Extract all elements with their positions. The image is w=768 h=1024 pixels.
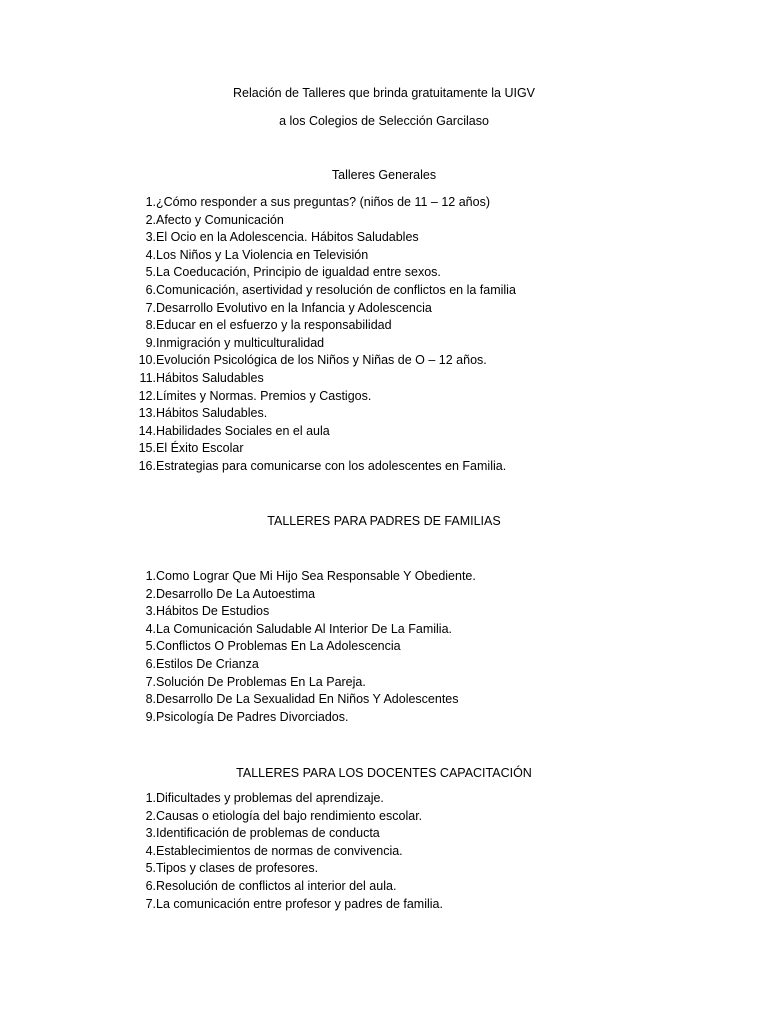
list-item	[128, 335, 325, 353]
list-item-number: 11.	[139, 370, 156, 385]
document-title-line-2: a los Colegios de Selección Garcilaso	[279, 114, 489, 128]
list-item-text: ¿Cómo responder a sus preguntas? (niños de 11 – 12 años)	[156, 195, 490, 209]
list-item-number: 5.	[145, 639, 156, 654]
list-item	[128, 458, 507, 476]
list-item	[128, 843, 403, 861]
list-item	[128, 860, 319, 878]
list-item	[128, 212, 284, 230]
list-item-number: 4.	[145, 247, 156, 262]
list-item	[128, 229, 419, 247]
list-item	[128, 621, 452, 639]
list-item-text: Conflictos O Problemas En La Adolescencia	[156, 639, 401, 654]
list-item	[128, 656, 259, 674]
section-heading-teachers: TALLERES PARA LOS DOCENTES CAPACITACIÓN	[236, 766, 532, 780]
list-item-number: 7.	[145, 674, 156, 689]
list-item	[128, 691, 459, 709]
list-item-text: Hábitos De Estudios	[156, 604, 270, 619]
list-item	[128, 586, 316, 604]
parents-workshops-list	[128, 568, 476, 726]
list-item-text: Establecimientos de normas de convivencia.	[156, 843, 403, 858]
list-item-text: La Comunicación Saludable Al Interior De La Familia.	[156, 621, 452, 636]
list-item-text: El Éxito Escolar	[156, 441, 244, 456]
list-item-text: Habilidades Sociales en el aula	[156, 423, 330, 438]
list-item	[128, 300, 432, 318]
list-item	[128, 405, 268, 423]
list-item-number: 8.	[145, 318, 156, 333]
list-item-text: Tipos y clases de profesores.	[156, 861, 319, 876]
list-item-number: 16.	[138, 458, 156, 473]
list-item	[128, 603, 270, 621]
list-item-text: Desarrollo De La Autoestima	[156, 586, 316, 601]
list-item-number: 1.	[145, 195, 156, 209]
list-item-text: Límites y Normas. Premios y Castigos.	[156, 388, 372, 403]
list-item-number: 6.	[145, 656, 156, 671]
list-item	[128, 674, 366, 692]
section-heading-parents: TALLERES PARA PADRES DE FAMILIAS	[267, 514, 501, 528]
list-item-text: El Ocio en la Adolescencia. Hábitos Saludables	[156, 230, 419, 245]
list-item-text: La comunicación entre profesor y padres de familia.	[156, 896, 443, 911]
list-item-number: 15.	[138, 441, 156, 456]
list-item-number: 2.	[145, 212, 156, 227]
list-item	[128, 638, 401, 656]
list-item-text: Hábitos Saludables	[156, 370, 264, 385]
list-item-text: Desarrollo De La Sexualidad En Niños Y Adolescentes	[156, 692, 459, 707]
list-item-number: 7.	[145, 896, 156, 911]
list-item-number: 2.	[145, 586, 156, 601]
list-item	[128, 264, 441, 282]
list-item-number: 1.	[145, 791, 156, 805]
general-workshops-list	[128, 194, 516, 476]
list-item-number: 5.	[145, 265, 156, 280]
document-title-line-1: Relación de Talleres que brinda gratuitamente la UIGV	[232, 86, 536, 100]
list-item-text: La Coeducación, Principio de igualdad entre sexos.	[156, 265, 441, 280]
list-item-number: 14.	[138, 423, 156, 438]
list-item-number: 5.	[145, 861, 156, 876]
list-item	[128, 247, 369, 265]
list-item-number: 6.	[145, 282, 156, 297]
list-item-text: Comunicación, asertividad y resolución de conflictos en la familia	[156, 282, 516, 297]
list-item	[128, 896, 443, 914]
list-item-number: 10.	[138, 353, 156, 368]
list-item-text: Estilos De Crianza	[156, 656, 259, 671]
section-heading-general: Talleres Generales	[331, 168, 437, 182]
list-item-text: Hábitos Saludables.	[156, 406, 268, 421]
list-item-number: 6.	[145, 878, 156, 893]
list-item	[128, 790, 384, 808]
list-item	[128, 825, 380, 843]
list-item-text: Estrategias para comunicarse con los adolescentes en Familia.	[156, 458, 507, 473]
list-item	[128, 440, 244, 458]
list-item-number: 1.	[145, 569, 156, 583]
teachers-workshops-list	[128, 790, 443, 913]
list-item-text: Dificultades y problemas del aprendizaje.	[156, 791, 384, 805]
list-item	[128, 568, 476, 586]
list-item-number: 3.	[145, 230, 156, 245]
list-item-number: 9.	[145, 335, 156, 350]
list-item	[128, 317, 392, 335]
list-item	[128, 194, 490, 212]
list-item-number: 3.	[145, 604, 156, 619]
list-item-number: 7.	[145, 300, 156, 315]
list-item-text: Educar en el esfuerzo y la responsabilidad	[156, 318, 392, 333]
list-item	[128, 388, 372, 406]
list-item-text: Como Lograr Que Mi Hijo Sea Responsable Y Obediente.	[156, 569, 476, 583]
list-item-text: Desarrollo Evolutivo en la Infancia y Adolescencia	[156, 300, 432, 315]
list-item-text: Evolución Psicológica de los Niños y Niñas de O – 12 años.	[156, 353, 487, 368]
list-item-text: Los Niños y La Violencia en Televisión	[156, 247, 369, 262]
list-item-number: 9.	[145, 709, 156, 724]
list-item-number: 2.	[145, 808, 156, 823]
list-item-number: 8.	[145, 692, 156, 707]
list-item	[128, 808, 423, 826]
list-item	[128, 370, 264, 388]
list-item-text: Causas o etiología del bajo rendimiento escolar.	[156, 808, 423, 823]
list-item-number: 4.	[145, 843, 156, 858]
list-item	[128, 282, 516, 300]
list-item	[128, 423, 330, 441]
list-item-text: Identificación de problemas de conducta	[156, 826, 380, 841]
list-item-text: Resolución de conflictos al interior del aula.	[156, 878, 397, 893]
list-item-number: 3.	[145, 826, 156, 841]
list-item-text: Psicología De Padres Divorciados.	[156, 709, 349, 724]
list-item-number: 4.	[145, 621, 156, 636]
list-item-text: Solución De Problemas En La Pareja.	[156, 674, 366, 689]
list-item	[128, 352, 487, 370]
list-item-text: Afecto y Comunicación	[156, 212, 284, 227]
list-item-text: Inmigración y multiculturalidad	[156, 335, 325, 350]
list-item	[128, 709, 349, 727]
list-item-number: 12.	[138, 388, 156, 403]
list-item	[128, 878, 397, 896]
list-item-number: 13.	[138, 406, 156, 421]
